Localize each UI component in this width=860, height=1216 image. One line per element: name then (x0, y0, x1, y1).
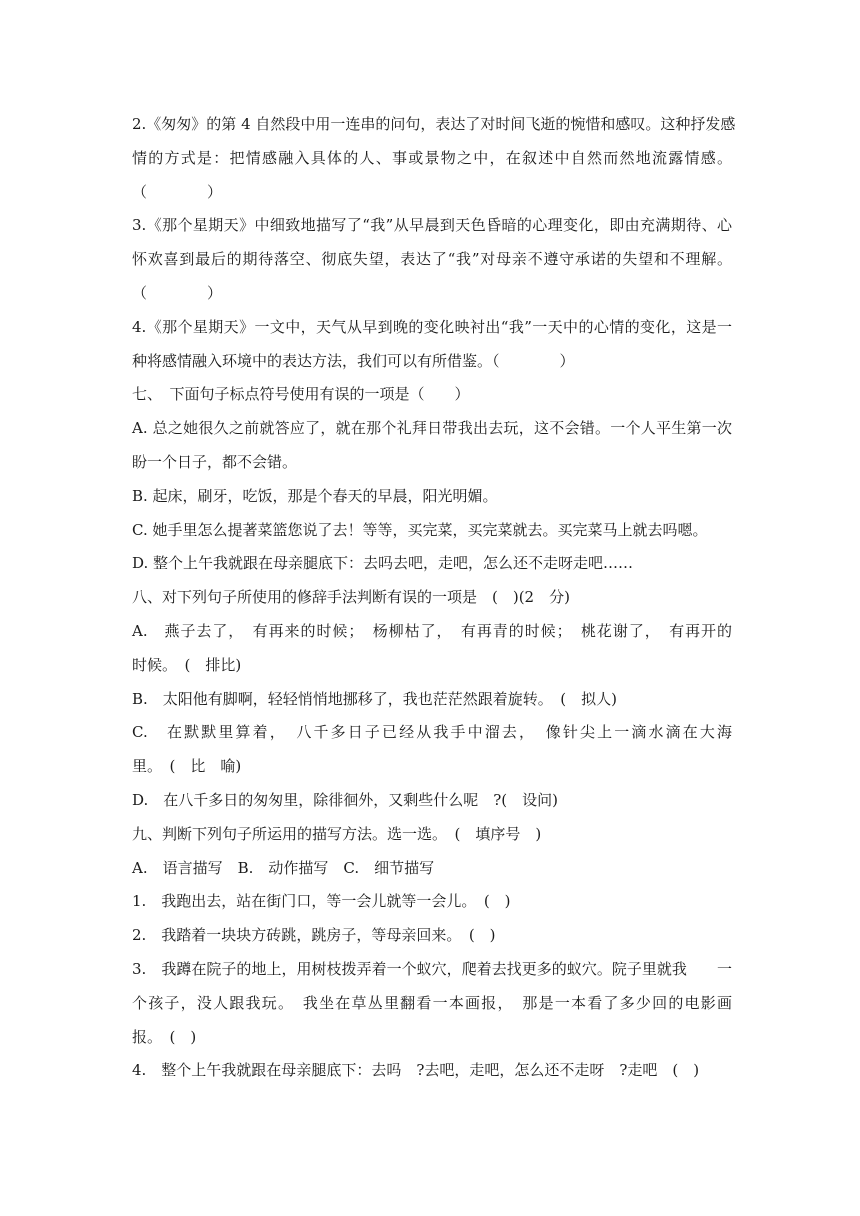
q7-option-a-line2: 盼一个日子，都不会错。 (132, 452, 298, 471)
q6-item3-line2: 怀欢喜到最后的期待落空、彻底失望，表达了“我”对母亲不遵守承诺的失望和不理解。 (132, 250, 732, 269)
q9-item3-line2: 个孩子，没人跟我玩。 我坐在草丛里翻看一本画报， 那是一本看了多少回的电影画 (132, 993, 732, 1012)
q8-option-c-line2: 里。 ( 比 喻) (132, 757, 242, 776)
q9-choices: A. 语言描写 B. 动作描写 C. 细节描写 (132, 858, 435, 877)
document-page (132, 108, 736, 1088)
q9-heading: 九、判断下列句子所运用的描写方法。选一选。 ( 填序号 ) (132, 824, 542, 843)
q8-option-c-line1: C. 在默默里算着， 八千多日子已经从我手中溜去， 像针尖上一滴水滴在大海 (132, 723, 732, 742)
q6-item2-line2: 情的方式是：把情感融入具体的人、事或景物之中，在叙述中自然而然地流露情感。 (132, 148, 732, 167)
q8-heading: 八、对下列句子所使用的修辞手法判断有误的一项是 ( )(2 分) (132, 588, 570, 607)
q9-item3-line1: 3. 我蹲在院子的地上，用树枝拨弄着一个蚁穴，爬着去找更多的蚁穴。院子里就我 一 (132, 959, 732, 978)
q7-option-a-line1: A. 总之她很久之前就答应了，就在那个礼拜日带我出去玩，这不会错。一个人平生第一次 (132, 419, 732, 438)
q6-item2-answer-blank: （ ） (132, 182, 223, 201)
q7-heading: 七、 下面句子标点符号使用有误的一项是（ ） (132, 385, 470, 404)
q6-item2-line1: 2.《匆匆》的第 4 自然段中用一连串的问句，表达了对时间飞逝的惋惜和感叹。这种抒发感 (132, 115, 736, 133)
q6-item3-line1: 3.《那个星期天》中细致地描写了“我”从早晨到天色昏暗的心理变化，即由充满期待、心 (132, 216, 732, 235)
q6-item4-line1: 4.《那个星期天》一文中，天气从早到晚的变化映衬出“我”一天中的心情的变化，这是一 (132, 317, 732, 336)
q7-option-c: C. 她手里怎么提著菜篮您说了去！等等，买完菜，买完菜就去。买完菜马上就去吗嗯。 (132, 520, 708, 539)
q8-option-a-line2: 时候。 ( 排比) (132, 655, 242, 674)
q9-item1: 1. 我跑出去，站在街门口，等一会儿就等一会儿。 ( ) (132, 892, 511, 911)
q9-item2: 2. 我踏着一块块方砖跳，跳房子，等母亲回来。 ( ) (132, 926, 496, 945)
q9-item3-line3: 报。 ( ) (132, 1027, 197, 1046)
q6-item4-line2: 种将感情融入环境中的表达方法，我们可以有所借鉴。（ ） (132, 351, 575, 370)
q7-option-b: B. 起床，刷牙，吃饭，那是个春天的早晨，阳光明媚。 (132, 486, 498, 505)
q7-option-d: D. 整个上午我就跟在母亲腿底下：去吗去吧，走吧，怎么还不走呀走吧…… (132, 554, 634, 573)
q8-option-b: B. 太阳他有脚啊，轻轻悄悄地挪移了，我也茫茫然跟着旋转。 ( 拟人) (132, 689, 617, 708)
q8-option-a-line1: A. 燕子去了， 有再来的时候； 杨柳枯了， 有再青的时候； 桃花谢了， 有再开的 (132, 621, 732, 640)
q9-item4: 4. 整个上午我就跟在母亲腿底下：去吗 ?去吧，走吧，怎么还不走呀 ?走吧 ( ) (132, 1061, 700, 1080)
q6-item3-answer-blank: （ ） (132, 283, 223, 302)
q8-option-d: D. 在八千多日的匆匆里，除徘徊外，又剩些什么呢 ?( 设问) (132, 790, 559, 809)
